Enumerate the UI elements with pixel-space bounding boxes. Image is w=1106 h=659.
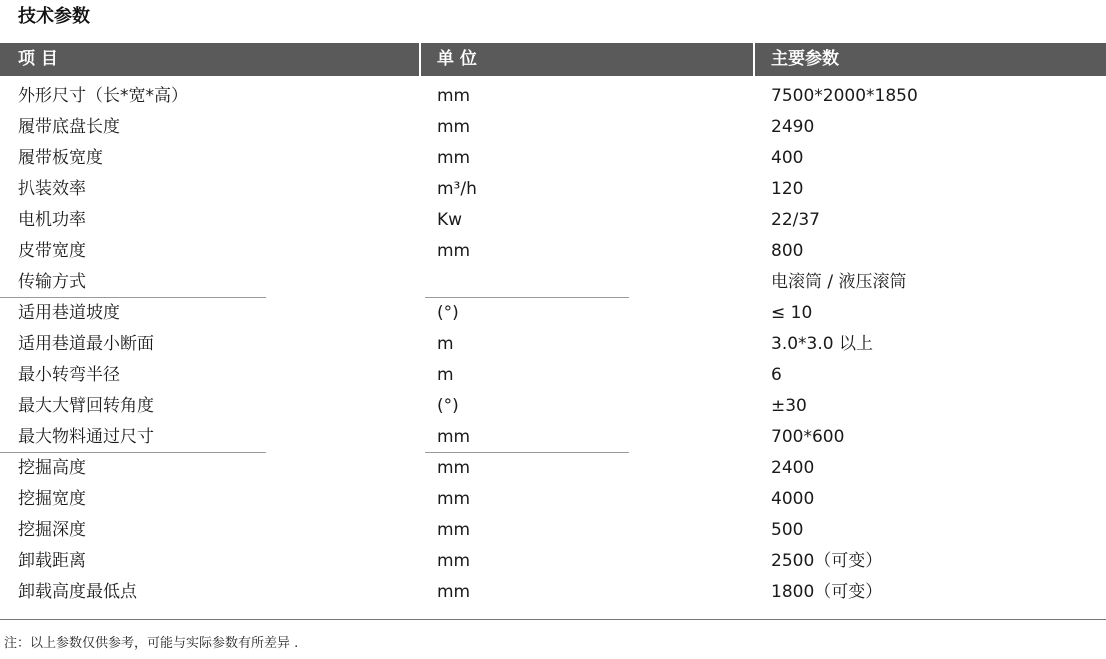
param-name: 最大大臂回转角度: [18, 396, 154, 416]
header-divider: [419, 43, 421, 76]
param-unit: mm: [437, 427, 471, 447]
table-row: [0, 298, 1106, 329]
param-name: 挖掘高度: [18, 458, 86, 478]
param-value: 500: [771, 520, 804, 540]
table-row: [0, 577, 1106, 608]
table-row: [0, 236, 1106, 267]
param-name: 适用巷道坡度: [18, 303, 120, 323]
table-row: [0, 329, 1106, 360]
table-row: [0, 453, 1106, 484]
param-value: 400: [771, 148, 804, 168]
param-name: 挖掘深度: [18, 520, 86, 540]
param-value: 2400: [771, 458, 815, 478]
footnote: 注：以上参数仅供参考，可能与实际参数有所差异 .: [4, 636, 299, 651]
param-name: 传输方式: [18, 272, 86, 292]
param-value: 22/37: [771, 210, 820, 230]
table-row: [0, 546, 1106, 577]
param-unit: mm: [437, 148, 471, 168]
param-name: 挖掘宽度: [18, 489, 86, 509]
table-row: [0, 81, 1106, 112]
table-row: [0, 484, 1106, 515]
param-value: ±30: [771, 396, 807, 416]
param-name: 皮带宽度: [18, 241, 86, 261]
param-unit: mm: [437, 86, 471, 106]
param-value: 800: [771, 241, 804, 261]
param-name: 履带板宽度: [18, 148, 103, 168]
param-value: 电滚筒 / 液压滚筒: [771, 272, 907, 292]
param-unit: mm: [437, 520, 471, 540]
table-bottom-rule: [0, 619, 1106, 620]
table-row: [0, 174, 1106, 205]
header-unit: 单 位: [437, 49, 477, 69]
param-value: 120: [771, 179, 804, 199]
header-divider: [753, 43, 755, 76]
param-value: 2490: [771, 117, 815, 137]
param-name: 卸载距离: [18, 551, 86, 571]
param-name: 卸载高度最低点: [18, 582, 137, 602]
param-unit: mm: [437, 551, 471, 571]
param-unit: mm: [437, 117, 471, 137]
param-unit: mm: [437, 241, 471, 261]
table-row: [0, 422, 1106, 453]
param-unit: m³/h: [437, 179, 477, 199]
table-row: [0, 143, 1106, 174]
param-unit: Kw: [437, 210, 463, 230]
param-name: 最大物料通过尺寸: [18, 427, 154, 447]
param-value: ≤ 10: [771, 303, 813, 323]
param-unit: mm: [437, 458, 471, 478]
table-row: [0, 205, 1106, 236]
table-row: [0, 112, 1106, 143]
table-header: [0, 43, 1106, 76]
spec-table-body: [0, 81, 1106, 608]
param-value: 700*600: [771, 427, 845, 447]
param-name: 适用巷道最小断面: [18, 334, 154, 354]
param-unit: m: [437, 365, 454, 385]
param-unit: mm: [437, 489, 471, 509]
param-unit: mm: [437, 582, 471, 602]
param-value: 4000: [771, 489, 815, 509]
table-row: [0, 391, 1106, 422]
table-row: [0, 267, 1106, 298]
param-value: 2500（可变）: [771, 551, 883, 571]
param-value: 6: [771, 365, 782, 385]
table-row: [0, 360, 1106, 391]
param-name: 外形尺寸（长*宽*高）: [18, 86, 188, 106]
page-title: 技术参数: [18, 6, 90, 27]
header-value: 主要参数: [771, 49, 839, 69]
param-name: 扒装效率: [18, 179, 86, 199]
param-name: 电机功率: [18, 210, 86, 230]
param-unit: (°): [437, 396, 459, 416]
table-row: [0, 515, 1106, 546]
header-item: 项 目: [18, 49, 58, 69]
param-name: 履带底盘长度: [18, 117, 120, 137]
param-value: 3.0*3.0 以上: [771, 334, 873, 354]
param-name: 最小转弯半径: [18, 365, 120, 385]
param-unit: (°): [437, 303, 459, 323]
param-value: 1800（可变）: [771, 582, 883, 602]
param-unit: m: [437, 334, 454, 354]
param-value: 7500*2000*1850: [771, 86, 918, 106]
